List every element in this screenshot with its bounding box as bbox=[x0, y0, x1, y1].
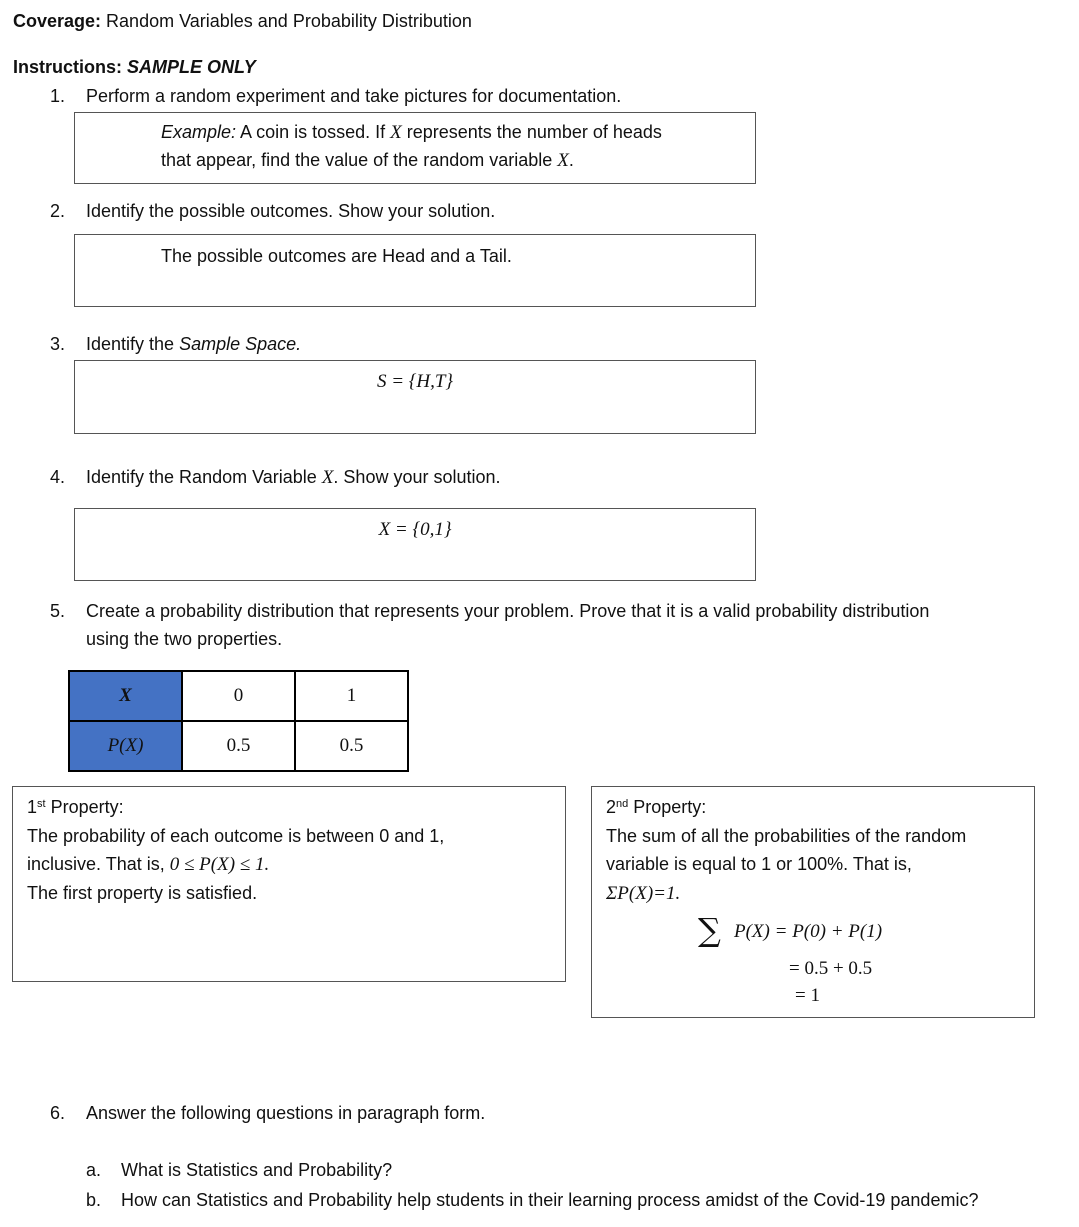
sample-space-box bbox=[74, 360, 756, 434]
item-text: Identify the bbox=[86, 334, 180, 354]
outcomes-box bbox=[74, 234, 756, 307]
question-letter: b. bbox=[86, 1190, 102, 1210]
item-text: Answer the following questions in paragraph form. bbox=[86, 1103, 486, 1123]
item-number: 4. bbox=[50, 467, 66, 487]
item-4: 4. Identify the Random Variable X. Show your solution. bbox=[50, 467, 501, 488]
table-cell: 0.5 bbox=[182, 721, 295, 771]
item-number: 6. bbox=[50, 1103, 66, 1123]
instructions-line bbox=[13, 57, 256, 78]
instructions-text: SAMPLE ONLY bbox=[127, 57, 256, 77]
sample-space-math: S = {H,T} bbox=[376, 371, 454, 392]
coverage-line bbox=[13, 11, 472, 32]
first-property-box bbox=[12, 786, 566, 982]
question-letter: a. bbox=[86, 1160, 102, 1180]
coverage-text: Random Variables and Probability Distribution bbox=[106, 11, 472, 31]
question-b bbox=[86, 1190, 979, 1211]
second-property-line-2: variable is equal to 1 or 100%. That is, bbox=[606, 854, 912, 874]
equation-line-3: = 1 bbox=[795, 985, 820, 1006]
item-3 bbox=[50, 334, 302, 355]
second-property-line-1: The sum of all the probabilities of the random bbox=[606, 826, 967, 846]
second-property-title: 2nd Property: bbox=[606, 797, 707, 817]
second-property-box bbox=[591, 786, 1035, 1018]
item-number: 1. bbox=[50, 86, 66, 106]
item-text-line-1: Create a probability distribution that represents your problem. Prove that it is a valid probability distribution bbox=[86, 601, 930, 621]
item-2 bbox=[50, 201, 496, 222]
item-5 bbox=[50, 601, 930, 622]
equation-line-1: P(X) = P(0) + P(1) bbox=[734, 921, 883, 942]
equation-line-2: = 0.5 + 0.5 bbox=[789, 958, 873, 979]
item-number: 2. bbox=[50, 201, 66, 221]
table-row-p bbox=[69, 721, 408, 771]
table-cell: 0 bbox=[182, 671, 295, 721]
example-label: Example: bbox=[161, 122, 237, 142]
table-header-p: P(X) bbox=[69, 721, 182, 771]
item-text: Perform a random experiment and take pictures for documentation. bbox=[86, 86, 622, 106]
first-property-line-3: The first property is satisfied. bbox=[27, 883, 258, 903]
first-property-line-1: The probability of each outcome is between 0 and 1, bbox=[27, 826, 445, 846]
second-property-line-3: ΣP(X)=1. bbox=[606, 883, 681, 904]
item-number: 5. bbox=[50, 601, 66, 621]
item-6 bbox=[50, 1103, 486, 1124]
item-text-line-2: using the two properties. bbox=[86, 629, 283, 649]
summation-sign: ∑ bbox=[698, 911, 721, 949]
item-number: 3. bbox=[50, 334, 66, 354]
example-box bbox=[74, 112, 756, 184]
random-variable-box bbox=[74, 508, 756, 581]
table-cell: 1 bbox=[295, 671, 408, 721]
first-property-line-2: inclusive. That is, 0 ≤ P(X) ≤ 1. bbox=[27, 854, 270, 875]
probability-distribution-table bbox=[68, 670, 409, 772]
example-line-1: Example: A coin is tossed. If X represents the number of heads bbox=[161, 122, 662, 143]
item-text: Identify the possible outcomes. Show your solution. bbox=[86, 201, 496, 221]
item-text-italic: Sample Space. bbox=[179, 334, 302, 354]
random-variable-math: X = {0,1} bbox=[378, 519, 452, 540]
outcomes-text: The possible outcomes are Head and a Tail. bbox=[161, 246, 512, 266]
table-header-x: X bbox=[69, 671, 182, 721]
table-row-x bbox=[69, 671, 408, 721]
first-property-title: 1st Property: bbox=[27, 797, 124, 817]
question-text: How can Statistics and Probability help students in their learning process amidst of the Covid-19 pandemic? bbox=[121, 1190, 979, 1210]
table-cell: 0.5 bbox=[295, 721, 408, 771]
coverage-label: Coverage: bbox=[13, 11, 102, 31]
instructions-label: Instructions: bbox=[13, 57, 123, 77]
question-text: What is Statistics and Probability? bbox=[121, 1160, 393, 1180]
example-line-2: that appear, find the value of the random variable X. bbox=[161, 150, 574, 171]
question-a bbox=[86, 1160, 393, 1181]
item-1 bbox=[50, 86, 622, 107]
